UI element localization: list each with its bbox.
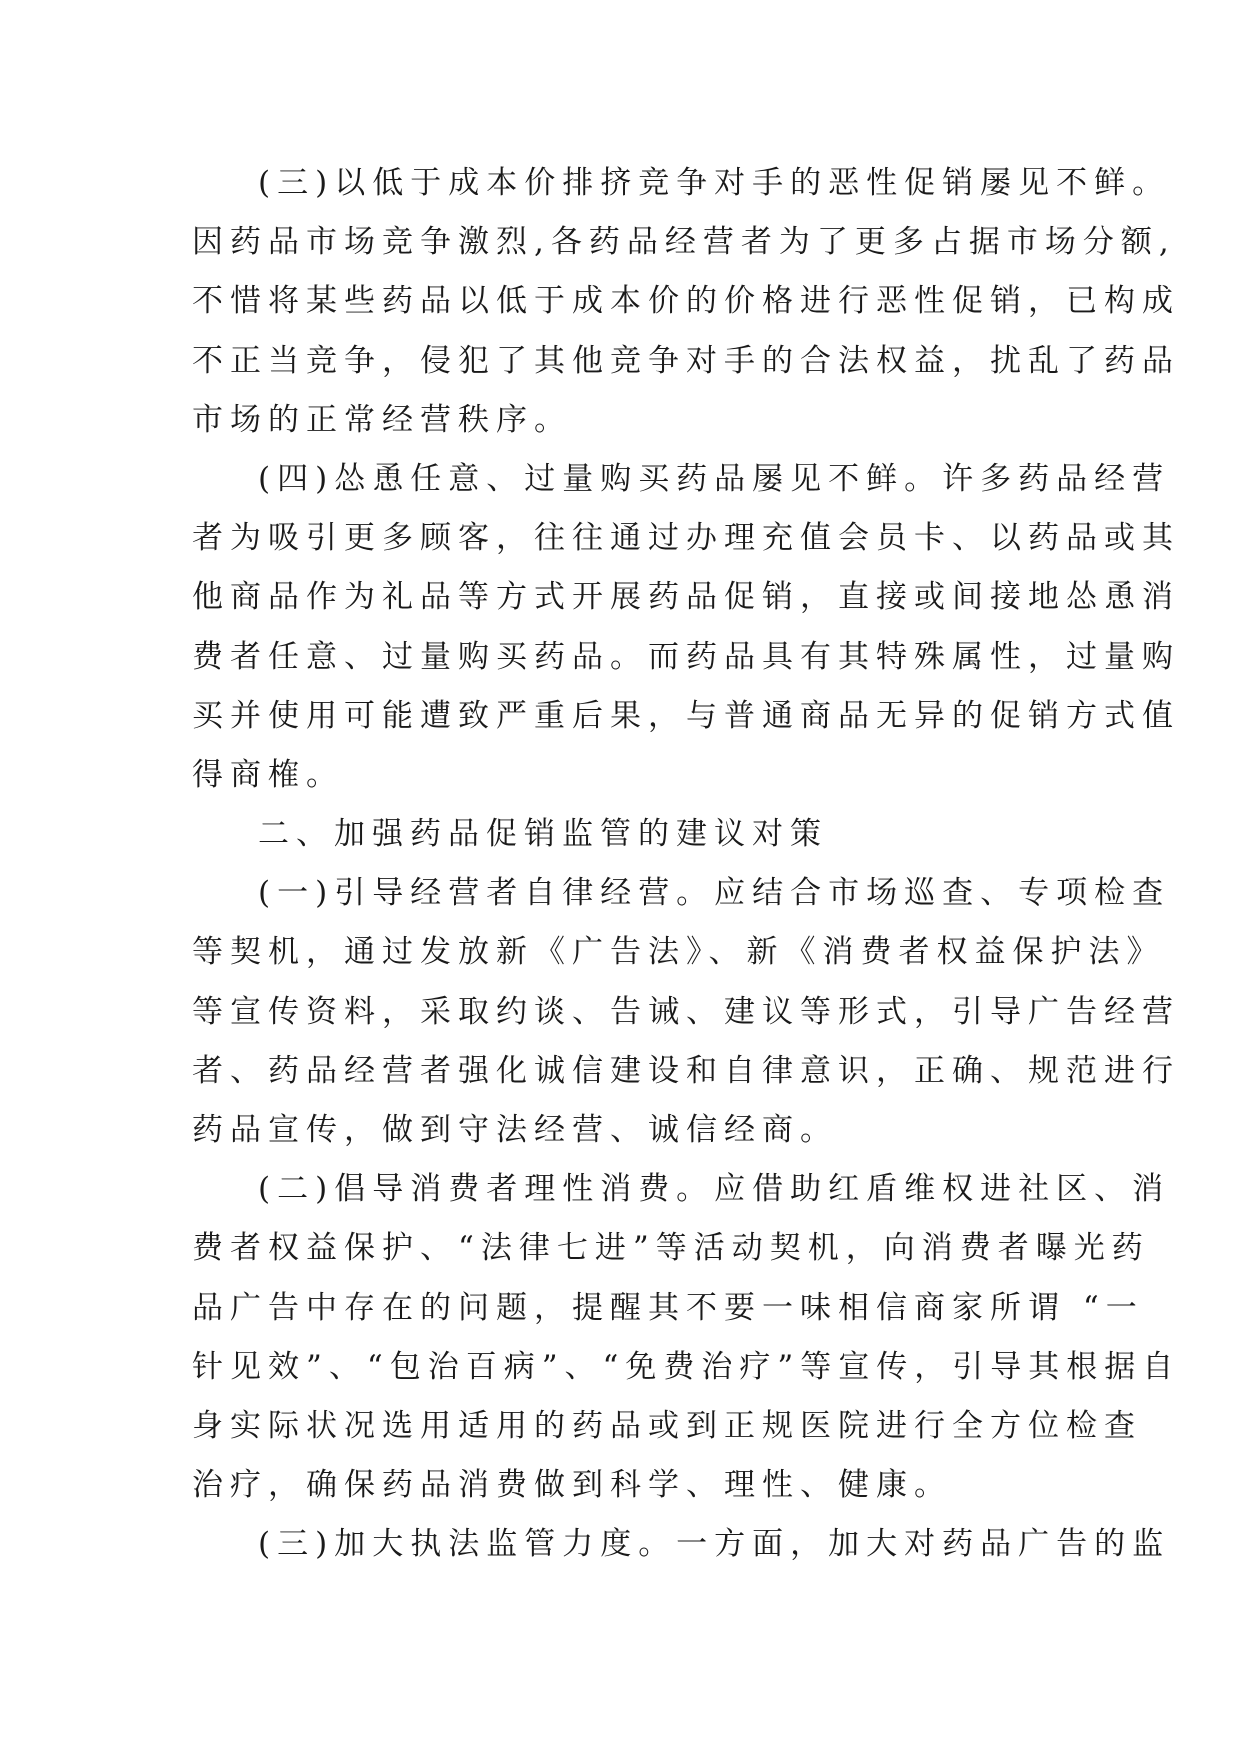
text-line: 得商榷。: [192, 756, 344, 793]
text-line: 者、药品经营者强化诚信建设和自律意识，正确、规范进行: [192, 1052, 1180, 1089]
text-line: 治疗，确保药品消费做到科学、理性、健康。: [192, 1467, 952, 1504]
text-line: 等契机，通过发放新《广告法》、新《消费者权益保护法》: [192, 934, 1165, 971]
text-line: (二)倡导消费者理性消费。应借助红盾维权进社区、消: [258, 1171, 1171, 1208]
text-line: 等宣传资料，采取约谈、告诫、建议等形式，引导广告经营: [192, 993, 1180, 1030]
paragraph-4-excessive-purchase: [192, 450, 1180, 805]
text-line: 费者任意、过量购买药品。而药品具有其特殊属性，过量购: [192, 638, 1180, 675]
paragraph-2-rational-consumption: [192, 1160, 1181, 1515]
text-line: 市场的正常经营秩序。: [192, 401, 572, 438]
text-line: 针见效”、“包治百病”、“免费治疗”等宣传，引导其根据自: [192, 1348, 1181, 1385]
section-heading-2: [192, 805, 1072, 864]
section-heading: 二、加强药品促销监管的建议对策: [258, 816, 828, 853]
paragraph-3-enforcement: [192, 1515, 1171, 1574]
text-line: 他商品作为礼品等方式开展药品促销，直接或间接地怂恿消: [192, 579, 1180, 616]
document-body: [192, 154, 1181, 1575]
text-line: 者为吸引更多顾客，往往通过办理充值会员卡、以药品或其: [192, 520, 1180, 557]
text-line: (三)加大执法监管力度。一方面，加大对药品广告的监: [258, 1526, 1171, 1563]
text-line: 不惜将某些药品以低于成本价的价格进行恶性促销，已构成: [192, 283, 1180, 320]
text-line: (三)以低于成本价排挤竞争对手的恶性促销屡见不鲜。: [258, 165, 1171, 201]
text-line: 因药品市场竞争激烈,各药品经营者为了更多占据市场分额,: [192, 224, 1176, 261]
text-line: 身实际状况选用适用的药品或到正规医院进行全方位检查: [192, 1407, 1142, 1444]
paragraph-1-self-discipline: [192, 864, 1180, 1160]
text-line: 不正当竞争，侵犯了其他竞争对手的合法权益，扰乱了药品: [192, 342, 1180, 379]
paragraph-3-low-price-promotion: [192, 154, 1180, 450]
text-line: 买并使用可能遭致严重后果，与普通商品无异的促销方式值: [192, 697, 1180, 734]
text-line: (四)怂恿任意、过量购买药品屡见不鲜。许多药品经营: [258, 460, 1171, 497]
text-line: 品广告中存在的问题，提醒其不要一味相信商家所谓 “一: [192, 1289, 1144, 1326]
text-line: 药品宣传，做到守法经营、诚信经商。: [192, 1112, 838, 1148]
text-line: 费者权益保护、“法律七进”等活动契机，向消费者曝光药: [192, 1230, 1150, 1267]
text-line: (一)引导经营者自律经营。应结合市场巡查、专项检查: [258, 875, 1171, 912]
